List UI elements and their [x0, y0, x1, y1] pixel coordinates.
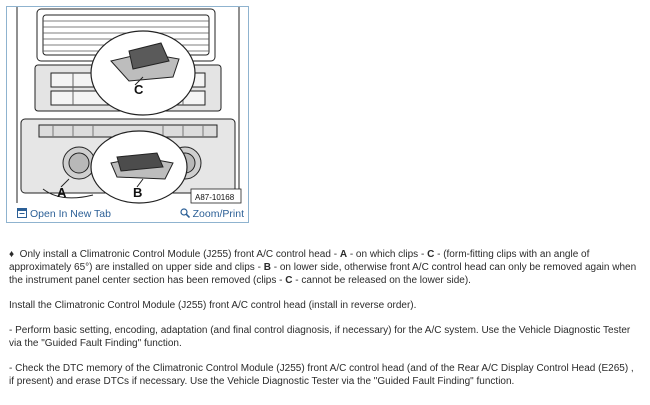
new-tab-icon: [17, 208, 27, 218]
diamond-bullet-icon: ♦: [9, 249, 15, 260]
callout-c: C: [134, 82, 144, 97]
step-note-text: - (form-fitting clips with an angle of approximately 65°) are installed on upper side and clips -: [9, 249, 590, 273]
step-install: Install the Climatronic Control Module (J255) front A/C control head (install in reverse order).: [9, 300, 417, 311]
dashboard-illustration[interactable]: [13, 7, 244, 205]
open-in-new-tab-label: Open In New Tab: [30, 208, 111, 220]
step-note-text: - cannot be released on the lower side).: [292, 275, 471, 286]
step-note-text: Only install a Climatronic Control Module (J255) front A/C control head -: [19, 249, 340, 260]
step-check-dtc: - Check the DTC memory of the Climatronic Control Module (J255) front A/C control head (and of the Rear A/C Display Control Head (E265) , if present) and erase DTCs if necessary. Use the Vehicle Diagnostic Tester via the "Guided Fault Finding" function.: [9, 363, 634, 387]
callout-b: B: [133, 185, 143, 200]
procedure-text: [9, 248, 641, 396]
step-note-text: - on which clips -: [347, 249, 428, 260]
figure-toolbar: [7, 206, 248, 222]
step-note-text: - on lower side, otherwise front A/C control head can only be removed again when the instrument panel center section has been removed (clips -: [9, 262, 637, 286]
ref-b: B: [263, 262, 271, 273]
zoom-print-label: Zoom/Print: [192, 208, 244, 220]
ref-c: C: [427, 249, 435, 260]
callout-a: A: [57, 185, 67, 200]
ref-a: A: [339, 249, 348, 260]
step-basic-setting: - Perform basic setting, encoding, adaptation (and final control diagnosis, if necessary) for the A/C system. Use the Vehicle Diagnostic Tester via the "Guided Fault Finding" function.: [9, 325, 631, 349]
open-in-new-tab-link[interactable]: [17, 208, 111, 220]
step-note: [9, 248, 641, 287]
ref-c: C: [285, 275, 293, 286]
figure-id-label: A87-10168: [195, 193, 235, 202]
magnifier-icon: [180, 208, 190, 218]
figure-frame: [6, 6, 249, 223]
zoom-print-link[interactable]: [180, 208, 244, 220]
